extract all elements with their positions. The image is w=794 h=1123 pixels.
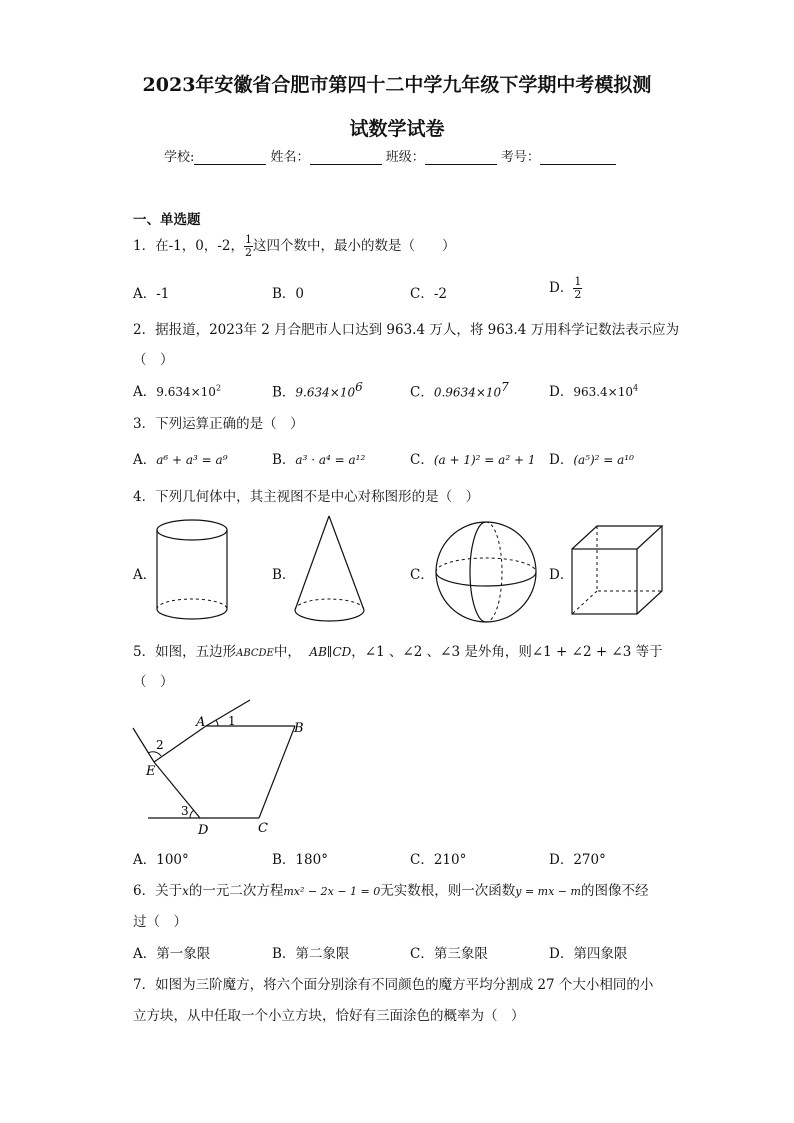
- label-b: B: [294, 721, 304, 736]
- q1-d-den: 2: [574, 288, 582, 301]
- q3-c-expr: (a + 1)² = a² + 1: [433, 453, 536, 467]
- q1-option-b[interactable]: B．0: [272, 286, 305, 302]
- q6-eq: mx² − 2x − 1 = 0: [283, 885, 381, 898]
- q1-option-a[interactable]: A．-1: [133, 286, 170, 302]
- cylinder-figure: [155, 518, 235, 623]
- question-1-stem: [133, 234, 455, 259]
- q3-b-label: B．: [272, 452, 296, 468]
- q1-option-d[interactable]: [549, 276, 582, 301]
- q4-option-d[interactable]: D．: [549, 567, 574, 583]
- cube-figure: [570, 524, 665, 616]
- q2-option-d[interactable]: [549, 380, 638, 400]
- q6-mid2: 无实数根，则一次函数: [380, 883, 516, 899]
- q5-option-c[interactable]: C．210°: [410, 852, 467, 868]
- pentagon-figure: [128, 698, 303, 840]
- q5-parallel: AB∥CD: [309, 645, 352, 659]
- label-e: E: [146, 764, 156, 779]
- question-3-stem: 3．下列运算正确的是（ ）: [133, 416, 304, 432]
- q6-func: y = mx − m: [515, 885, 581, 898]
- q5-option-a[interactable]: A．100°: [133, 852, 189, 868]
- question-7-stem: 7．如图为三阶魔方，将六个面分别涂有不同颜色的魔方平均分割成 27 个大小相同的小: [133, 977, 654, 993]
- q2-b-exp: 6: [355, 380, 363, 394]
- q3-option-c[interactable]: [410, 448, 535, 468]
- question-2-stem: 2．据报道，2023年 2 月合肥市人口达到 963.4 万人，将 963.4 万用科学记数法表示应为: [133, 322, 680, 338]
- q3-a-expr: a⁶ + a³ = a⁹: [156, 453, 228, 467]
- q2-c-exp: 7: [501, 380, 509, 394]
- q5-option-b[interactable]: B．180°: [272, 852, 328, 868]
- cone-figure: [292, 514, 372, 626]
- q6-option-a[interactable]: A．第一象限: [133, 946, 211, 962]
- q2-d-label: D．: [549, 384, 574, 400]
- label-angle-1: 1: [228, 714, 236, 728]
- label-a: A: [196, 715, 206, 730]
- q2-c-val: 0.9634×10: [433, 385, 502, 400]
- question-6-line2: 过（ ）: [133, 914, 187, 930]
- q3-d-label: D．: [549, 452, 574, 468]
- class-label: 班级：: [385, 150, 425, 165]
- info-fields: [164, 146, 616, 165]
- q5-pre: 5．如图，五边形: [133, 644, 237, 660]
- q4-option-a[interactable]: A．: [133, 567, 157, 583]
- q2-a-val: 9.634×10: [156, 385, 216, 399]
- question-7-line2: 立方块，从中任取一个小立方块，恰好有三面涂色的概率为（ ）: [133, 1008, 525, 1024]
- class-blank[interactable]: [425, 151, 497, 165]
- q2-b-label: B．: [272, 384, 296, 401]
- q3-d-expr: (a⁵)² = a¹⁰: [573, 453, 634, 467]
- q3-option-a[interactable]: [133, 448, 228, 468]
- q2-option-a[interactable]: [133, 380, 221, 400]
- q1-d-num: 1: [574, 275, 582, 288]
- q6-post: 的图像不经: [580, 883, 649, 899]
- q1-pre: 1．在-1，0，-2，: [133, 238, 244, 254]
- exam-no-blank[interactable]: [540, 151, 616, 165]
- q3-c-label: C．: [410, 452, 434, 468]
- q4-option-c[interactable]: C．: [410, 567, 434, 583]
- label-c: C: [258, 821, 268, 836]
- sphere-figure: [432, 522, 540, 622]
- q5-post: ，∠1 、∠2 、∠3 是外角，则∠1 + ∠2 + ∠3 等于: [351, 644, 663, 660]
- q1-frac-den: 2: [244, 246, 252, 259]
- q6-var: x: [182, 884, 189, 898]
- q1-frac-num: 1: [244, 233, 252, 246]
- q6-option-c[interactable]: C．第三象限: [410, 946, 488, 962]
- q2-a-exp: 2: [215, 383, 222, 393]
- q2-option-b[interactable]: [272, 380, 363, 401]
- label-angle-3: 3: [181, 804, 189, 818]
- q2-option-c[interactable]: [410, 380, 509, 401]
- question-5-paren: （ ）: [133, 674, 174, 690]
- q3-option-d[interactable]: [549, 448, 634, 468]
- q5-option-d[interactable]: D．270°: [549, 852, 606, 868]
- q2-d-exp: 4: [633, 383, 639, 393]
- q1-option-d-fraction: [573, 276, 582, 301]
- q1-option-c[interactable]: C．-2: [410, 286, 447, 302]
- q1-option-d-label: D．: [549, 280, 574, 296]
- name-label: 姓名：: [270, 150, 310, 165]
- q1-fraction: [244, 234, 253, 259]
- q4-option-b[interactable]: B．: [272, 567, 296, 583]
- q2-c-label: C．: [410, 384, 434, 401]
- question-4-stem: 4．下列几何体中，其主视图不是中心对称图形的是（ ）: [133, 489, 480, 505]
- q6-option-b[interactable]: B．第二象限: [272, 946, 350, 962]
- question-2-paren: （ ）: [133, 352, 174, 368]
- section-heading: 一、单选题: [133, 212, 201, 228]
- page-title-line2: 试数学试卷: [349, 118, 445, 140]
- q5-mid: 中，: [273, 644, 301, 660]
- school-label: 学校:: [164, 150, 195, 165]
- label-d: D: [198, 823, 209, 838]
- q3-b-expr: a³ · a⁴ = a¹²: [295, 453, 366, 467]
- page-title: 2023年安徽省合肥市第四十二中学九年级下学期中考模拟测: [142, 74, 652, 96]
- q1-post: 这四个数中，最小的数是（ ）: [252, 238, 456, 254]
- name-blank[interactable]: [310, 151, 382, 165]
- q2-b-val: 9.634×10: [295, 385, 356, 400]
- school-blank[interactable]: [194, 151, 266, 165]
- q2-a-label: A．: [133, 384, 157, 400]
- q6-option-d[interactable]: D．第四象限: [549, 946, 628, 962]
- q6-pre: 6．关于: [133, 883, 183, 899]
- q3-a-label: A．: [133, 452, 157, 468]
- q6-mid: 的一元二次方程: [188, 883, 284, 899]
- exam-no-label: 考号：: [500, 150, 540, 165]
- q3-option-b[interactable]: [272, 448, 365, 468]
- question-5-stem: [133, 640, 663, 660]
- label-angle-2: 2: [156, 738, 164, 752]
- question-6-stem: [133, 879, 648, 899]
- q5-pentagon: ABCDE: [236, 648, 274, 659]
- q2-d-val: 963.4×10: [573, 385, 634, 399]
